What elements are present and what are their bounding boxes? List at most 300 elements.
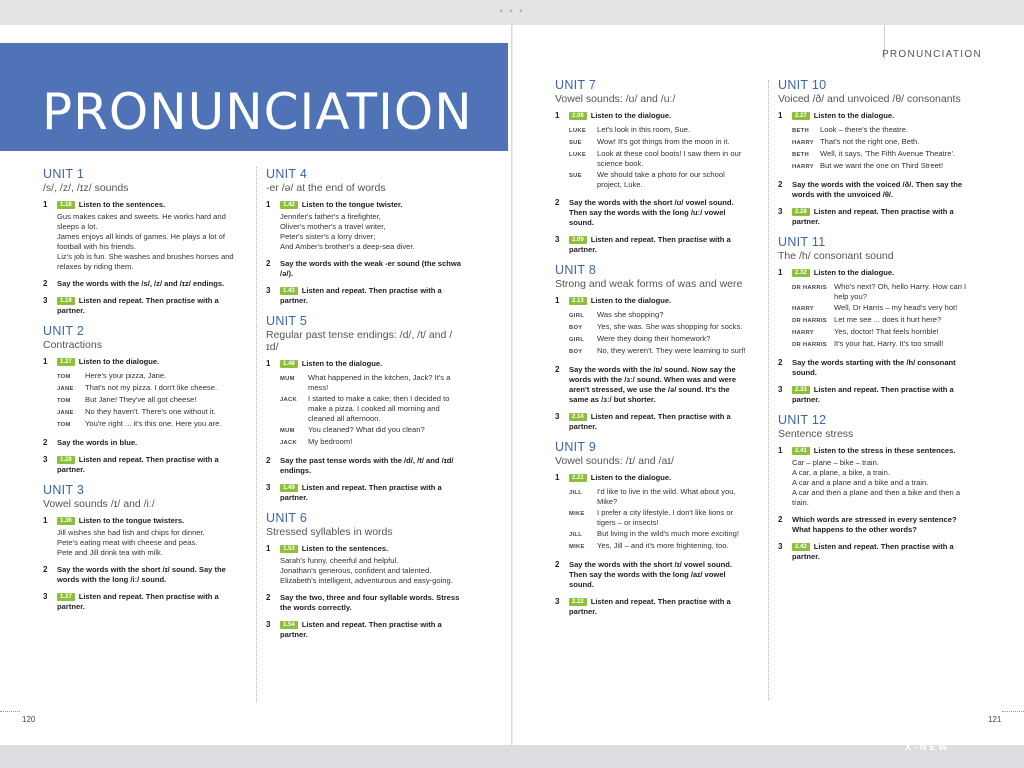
exercise (778, 111, 974, 173)
text-line: Gus makes cakes and sweets. He works hard and sleeps a lot. (57, 212, 226, 231)
exercise-instruction-row (792, 207, 974, 227)
exercise (555, 412, 751, 432)
unit-heading: UNIT 11 (778, 235, 826, 249)
audio-track-button[interactable]: 2.33 (792, 386, 810, 394)
exercise-body (569, 296, 751, 358)
exercise (778, 515, 974, 535)
exercise (266, 259, 462, 279)
exercise-instruction: Listen and repeat. Then practise with a partner. (57, 592, 219, 611)
dialogue-row (569, 170, 751, 190)
unit-subtitle: The /h/ consonant sound (778, 250, 894, 262)
exercise (555, 296, 751, 358)
exercise-number: 3 (778, 385, 783, 394)
exercise-body (569, 473, 751, 553)
dialogue-line: Let's look in this room, Sue. (597, 125, 691, 134)
dialogue-line: We should take a photo for our school project, Luke. (597, 170, 725, 189)
exercise (555, 560, 751, 590)
dialogue-line: Was she shopping? (597, 310, 664, 319)
audio-track-button[interactable]: 2.13 (569, 297, 587, 305)
exercise (778, 446, 974, 508)
watermark-logo: X-NEW (905, 742, 950, 752)
dialogue-row (792, 125, 974, 136)
exercise-instruction-row (569, 198, 751, 228)
exercise-instruction: Listen and repeat. Then practise with a partner. (280, 483, 442, 502)
exercise-instruction-row (280, 286, 462, 306)
audio-track-button[interactable]: 2.08 (569, 112, 587, 120)
unit-subtitle: Stressed syllables in words (266, 526, 393, 538)
exercise (43, 516, 239, 558)
exercise-instruction-row (569, 111, 751, 121)
column-3 (555, 78, 751, 625)
text-line: James enjoys all kinds of games. He plays a lot of football with his friends. (57, 232, 225, 251)
exercise-number: 2 (266, 593, 271, 602)
speaker-name: JANE (57, 386, 74, 392)
speaker-name: JACK (280, 440, 297, 446)
speaker-name: BETH (792, 152, 809, 158)
dialogue-row (569, 137, 751, 148)
dialogue-row (792, 327, 974, 338)
speaker-name: GIRL (569, 337, 585, 343)
unit-section (555, 78, 751, 255)
exercise (43, 357, 239, 431)
exercise-instruction-row (569, 412, 751, 432)
exercise-instruction-row (280, 544, 462, 554)
exercise-instruction: Say the words with the voiced /ð/. Then say the words with the unvoiced /θ/. (792, 180, 963, 199)
exercise-number: 2 (778, 515, 783, 524)
exercise-body (792, 446, 974, 508)
text-line: And Amber's brother's a deep-sea diver. (280, 242, 415, 251)
speaker-name: GIRL (569, 313, 585, 319)
dialogue-line: Look at these cool boots! I saw them in our science book. (597, 149, 742, 168)
exercise-body (280, 359, 462, 449)
dialogue-row (280, 437, 462, 448)
unit-section (43, 324, 239, 475)
dialogue-row (569, 346, 751, 357)
exercise-instruction-row (569, 296, 751, 306)
unit-heading: UNIT 4 (266, 167, 308, 181)
speaker-name: MUM (280, 428, 295, 434)
exercise-instruction-row (57, 200, 239, 210)
exercise-instruction: Listen and repeat. Then practise with a partner. (569, 412, 731, 431)
speaker-name: LUKE (569, 128, 586, 134)
text-line: Car – plane – bike – train. (792, 458, 879, 467)
exercise-body (792, 542, 974, 562)
exercise-body (57, 438, 239, 448)
exercise-instruction-row (57, 296, 239, 316)
exercise-number: 1 (43, 200, 48, 209)
speaker-name: HARRY (792, 330, 814, 336)
dialogue-row (569, 529, 751, 540)
exercise-instruction: Listen to the sentences. (78, 200, 166, 209)
exercise (555, 198, 751, 228)
exercise-body (569, 412, 751, 432)
exercise-instruction: Listen to the dialogue. (590, 111, 672, 120)
exercise (555, 473, 751, 553)
exercise-number: 2 (43, 438, 48, 447)
exercise-number: 3 (778, 542, 783, 551)
exercise-number: 1 (43, 357, 48, 366)
unit-section (266, 511, 462, 640)
text-line: Jill wishes she had fish and chips for dinner. (57, 528, 205, 537)
dialogue-row (569, 508, 751, 528)
exercise-body (569, 198, 751, 228)
exercise (555, 235, 751, 255)
text-line: Jennifer's father's a firefighter, (280, 212, 381, 221)
text-line: Peter's sister's a lorry driver; (280, 232, 376, 241)
exercise-number: 2 (555, 198, 560, 207)
dialogue-line: Yes, doctor! That feels horrible! (834, 327, 939, 336)
exercise-instruction: Listen and repeat. Then practise with a partner. (280, 620, 442, 639)
footer-rule (1002, 711, 1024, 713)
exercise-instruction-row (569, 473, 751, 483)
exercise-instruction: Which words are stressed in every sentence? What happens to the other words? (792, 515, 957, 534)
dialogue-row (792, 149, 974, 160)
dialogue-row (569, 487, 751, 507)
exercise-instruction: Say the words with the short /ɪ/ sound. Say the words with the long /iː/ sound. (57, 565, 226, 584)
unit-subtitle: Vowel sounds: /ʊ/ and /uː/ (555, 93, 676, 105)
exercise-body (280, 544, 462, 586)
exercise-instruction-row (57, 357, 239, 367)
exercise-number: 2 (266, 456, 271, 465)
exercise-body (280, 483, 462, 503)
exercise-body (792, 358, 974, 378)
dialogue-line: Well, Dr Harris – my head's very hot! (834, 303, 958, 312)
dialogue-row (792, 137, 974, 148)
dialogue-row (569, 322, 751, 333)
text-lines (280, 556, 462, 586)
speaker-name: MUM (280, 376, 295, 382)
exercise-instruction-row (569, 365, 751, 405)
exercise-body (280, 286, 462, 306)
exercise (43, 565, 239, 585)
viewer-bottom-bar (0, 745, 1024, 768)
audio-track-button[interactable]: 2.27 (792, 112, 810, 120)
dialogue-line: My bedroom! (308, 437, 353, 446)
audio-track-button[interactable]: 1.54 (280, 621, 298, 629)
exercise-instruction: Listen and repeat. Then practise with a partner. (792, 385, 954, 404)
unit-heading: UNIT 3 (43, 483, 85, 497)
dialogue-line: Look – there's the theatre. (820, 125, 908, 134)
exercise (555, 597, 751, 617)
exercise-body (792, 268, 974, 351)
audio-track-button[interactable]: 2.14 (569, 413, 587, 421)
unit-section (778, 413, 974, 562)
exercise-instruction: Listen to the sentences. (301, 544, 389, 553)
unit-subtitle: /s/, /z/, /ɪz/ sounds (43, 182, 129, 194)
exercise (266, 286, 462, 306)
unit-section (555, 440, 751, 617)
dialogue-line: I'd like to live in the wild. What about you, Mike? (597, 487, 736, 506)
unit-subtitle: -er /ə/ at the end of words (266, 182, 386, 194)
dialogue (792, 282, 974, 350)
title-banner (0, 43, 508, 151)
unit-subtitle: Strong and weak forms of was and were (555, 278, 743, 290)
exercise-instruction: Listen to the dialogue. (301, 359, 383, 368)
drag-handle[interactable]: • • • (499, 6, 525, 16)
speaker-name: HARRY (792, 306, 814, 312)
dialogue-line: Yes, she was. She was shopping for socks. (597, 322, 743, 331)
exercise-number: 1 (778, 446, 783, 455)
dialogue-row (792, 339, 974, 350)
dialogue-line: That's not my pizza. I don't like cheese. (85, 383, 218, 392)
exercise-number: 2 (555, 560, 560, 569)
exercise (266, 620, 462, 640)
unit-subtitle: Vowel sounds: /ɪ/ and /aɪ/ (555, 455, 674, 467)
exercise (266, 593, 462, 613)
audio-track-button[interactable]: 1.28 (57, 456, 75, 464)
speaker-name: MIKE (569, 511, 585, 517)
exercise-number: 2 (555, 365, 560, 374)
exercise-instruction-row (57, 592, 239, 612)
exercise-instruction-row (280, 456, 462, 476)
exercise (266, 456, 462, 476)
speaker-name: TOM (57, 422, 71, 428)
speaker-name: SUE (569, 140, 582, 146)
unit-section (555, 263, 751, 432)
dialogue-line: Wow! It's got things from the moon in it. (597, 137, 730, 146)
text-lines (57, 212, 239, 272)
dialogue-row (792, 161, 974, 172)
speaker-name: MIKE (569, 544, 585, 550)
exercise-body (57, 455, 239, 475)
audio-track-button[interactable]: 2.41 (792, 447, 810, 455)
exercise-instruction: Listen to the stress in these sentences. (813, 446, 956, 455)
audio-track-button[interactable]: 1.48 (280, 360, 298, 368)
speaker-name: JACK (280, 397, 297, 403)
audio-track-button[interactable]: 1.27 (57, 358, 75, 366)
exercise (778, 542, 974, 562)
exercise-number: 2 (43, 279, 48, 288)
text-lines (280, 212, 462, 252)
exercise-instruction-row (57, 438, 239, 448)
exercise (778, 207, 974, 227)
text-line: A car and a plane and a bike and a train. (792, 478, 929, 487)
speaker-name: JANE (57, 410, 74, 416)
exercise-number: 1 (778, 111, 783, 120)
unit-section (43, 483, 239, 612)
dialogue-line: No they haven't. There's one without it. (85, 407, 216, 416)
exercise-body (569, 111, 751, 191)
text-line: Liz's job is fun. She washes and brushes horses and relaxes by riding them. (57, 252, 234, 271)
audio-track-button[interactable]: 2.28 (792, 208, 810, 216)
exercise (555, 111, 751, 191)
exercise (778, 180, 974, 200)
exercise (266, 483, 462, 503)
exercise-instruction: Say the words starting with the /h/ consonant sound. (792, 358, 956, 377)
dialogue-row (280, 425, 462, 436)
exercise-body (792, 180, 974, 200)
exercise-instruction: Listen to the tongue twisters. (78, 516, 185, 525)
audio-track-button[interactable]: 1.18 (57, 201, 75, 209)
exercise-body (280, 259, 462, 279)
exercise (43, 200, 239, 272)
exercise (43, 279, 239, 289)
dialogue-row (569, 541, 751, 552)
column-1 (43, 167, 239, 620)
dialogue (280, 373, 462, 448)
exercise-instruction: Listen to the dialogue. (813, 111, 895, 120)
exercise-number: 3 (266, 620, 271, 629)
column-divider (768, 80, 769, 700)
exercise (266, 359, 462, 449)
dialogue-row (792, 282, 974, 302)
dialogue-line: You're right ... it's this one. Here you are. (85, 419, 222, 428)
page-title: PRONUNCIATION (42, 83, 473, 141)
speaker-name: HARRY (792, 164, 814, 170)
dialogue-line: You cleaned? What did you clean? (308, 425, 425, 434)
exercise-instruction-row (792, 111, 974, 121)
column-divider (256, 167, 257, 702)
book-spine (511, 25, 513, 745)
audio-track-button[interactable]: 1.36 (57, 517, 75, 525)
dialogue (792, 125, 974, 172)
exercise-body (57, 516, 239, 558)
exercise-instruction-row (569, 235, 751, 255)
dialogue-line: Were they doing their homework? (597, 334, 711, 343)
exercise-instruction: Say the two, three and four syllable words. Stress the words correctly. (280, 593, 460, 612)
exercise-instruction-row (280, 483, 462, 503)
dialogue-row (57, 419, 239, 430)
audio-track-button[interactable]: 2.42 (792, 543, 810, 551)
exercise (266, 200, 462, 252)
unit-heading: UNIT 9 (555, 440, 597, 454)
exercise-instruction-row (280, 593, 462, 613)
unit-subtitle: Contractions (43, 339, 102, 351)
dialogue-row (57, 407, 239, 418)
unit-heading: UNIT 7 (555, 78, 597, 92)
exercise-number: 1 (555, 473, 560, 482)
exercise (266, 544, 462, 586)
audio-track-button[interactable]: 1.19 (57, 297, 75, 305)
text-line: Sarah's funny, cheerful and helpful. (280, 556, 399, 565)
dialogue (569, 310, 751, 357)
exercise-number: 2 (43, 565, 48, 574)
exercise-instruction: Say the words with the /s/, /z/ and /ɪz/ endings. (57, 279, 225, 288)
page-number-right: 121 (988, 715, 1002, 724)
audio-track-button[interactable]: 1.49 (280, 484, 298, 492)
speaker-name: TOM (57, 398, 71, 404)
dialogue-line: Yes, Jill – and it's more frightening, too. (597, 541, 729, 550)
audio-track-button[interactable]: 2.09 (569, 236, 587, 244)
exercise-instruction-row (792, 268, 974, 278)
exercise-number: 3 (778, 207, 783, 216)
exercise-instruction: Listen to the tongue twister. (301, 200, 403, 209)
exercise-instruction-row (792, 385, 974, 405)
audio-track-button[interactable]: 1.42 (280, 201, 298, 209)
exercise-instruction: Listen and repeat. Then practise with a partner. (569, 235, 731, 254)
exercise-number: 3 (43, 296, 48, 305)
footer-rule (0, 711, 20, 713)
page-number-left: 120 (22, 715, 36, 724)
speaker-name: LUKE (569, 152, 586, 158)
exercise-instruction: Listen to the dialogue. (590, 473, 672, 482)
text-line: Oliver's mother's a travel writer, (280, 222, 386, 231)
exercise-number: 1 (778, 268, 783, 277)
exercise-number: 2 (778, 180, 783, 189)
dialogue-row (280, 373, 462, 393)
exercise-instruction-row (792, 542, 974, 562)
dialogue (57, 371, 239, 430)
exercise-number: 1 (43, 516, 48, 525)
dialogue-row (792, 315, 974, 326)
speaker-name: JILL (569, 532, 583, 538)
dialogue (569, 125, 751, 190)
audio-track-button[interactable]: 1.43 (280, 287, 298, 295)
exercise (778, 268, 974, 351)
unit-heading: UNIT 12 (778, 413, 827, 427)
column-4 (778, 78, 974, 570)
exercise-number: 1 (266, 200, 271, 209)
exercise-body (792, 385, 974, 405)
exercise-instruction-row (280, 359, 462, 369)
exercise (43, 296, 239, 316)
dialogue-line: Well, it says, 'The Fifth Avenue Theatre'. (820, 149, 956, 158)
audio-track-button[interactable]: 2.21 (569, 474, 587, 482)
exercise-instruction: Listen and repeat. Then practise with a partner. (569, 597, 731, 616)
exercise-body (792, 207, 974, 227)
exercise-number: 3 (555, 597, 560, 606)
exercise-instruction: Say the words with the weak -er sound (the schwa /ə/). (280, 259, 462, 278)
exercise-number: 3 (555, 235, 560, 244)
speaker-name: BOY (569, 349, 583, 355)
exercise-instruction: Listen and repeat. Then practise with a partner. (57, 296, 219, 315)
unit-section (43, 167, 239, 316)
exercise-instruction: Listen to the dialogue. (78, 357, 160, 366)
unit-subtitle: Vowel sounds /ɪ/ and /iː/ (43, 498, 155, 510)
exercise (43, 592, 239, 612)
speaker-name: DR HARRIS (792, 318, 827, 324)
dialogue-row (792, 303, 974, 314)
text-lines (57, 528, 239, 558)
exercise-instruction: Listen and repeat. Then practise with a partner. (792, 207, 954, 226)
unit-heading: UNIT 6 (266, 511, 308, 525)
audio-track-button[interactable]: 2.22 (569, 598, 587, 606)
audio-track-button[interactable]: 1.53 (280, 545, 298, 553)
exercise-body (569, 235, 751, 255)
exercise (778, 385, 974, 405)
exercise-body (280, 593, 462, 613)
exercise-number: 3 (555, 412, 560, 421)
dialogue-line: Let me see ... does it hurt here? (834, 315, 942, 324)
dialogue (569, 487, 751, 552)
exercise-instruction-row (792, 180, 974, 200)
exercise-body (792, 515, 974, 535)
text-line: A car and then a plane and then a bike and then a train. (792, 488, 961, 507)
exercise-body (57, 279, 239, 289)
unit-section (778, 235, 974, 405)
exercise-instruction-row (57, 455, 239, 475)
exercise-instruction-row (569, 597, 751, 617)
audio-track-button[interactable]: 1.37 (57, 593, 75, 601)
column-2 (266, 167, 462, 648)
exercise-number: 2 (778, 358, 783, 367)
audio-track-button[interactable]: 2.32 (792, 269, 810, 277)
exercise-body (57, 592, 239, 612)
page-right (512, 25, 1024, 745)
dialogue-row (569, 334, 751, 345)
exercise-instruction: Listen and repeat. Then practise with a partner. (57, 455, 219, 474)
exercise-number: 1 (266, 359, 271, 368)
exercise-number: 2 (266, 259, 271, 268)
unit-subtitle: Sentence stress (778, 428, 854, 440)
exercise (778, 358, 974, 378)
dialogue-line: But Jane! They've all got cheese! (85, 395, 197, 404)
text-line: Jonathan's generous, confident and talented. (280, 566, 432, 575)
text-line: Pete's eating meat with cheese and peas. (57, 538, 198, 547)
viewer-top-bar (0, 0, 1024, 25)
speaker-name: HARRY (792, 140, 814, 146)
dialogue-row (280, 394, 462, 424)
